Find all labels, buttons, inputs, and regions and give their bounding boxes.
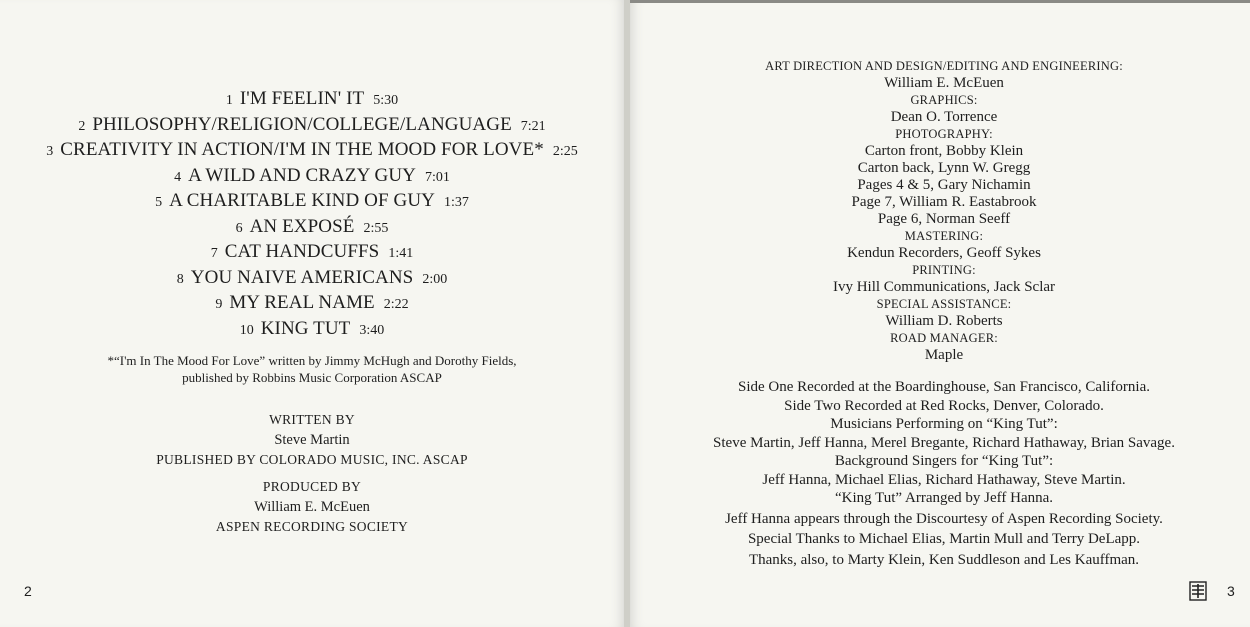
page-top-edge — [630, 0, 1250, 3]
recording-note: Jeff Hanna appears through the Discourtesy of Aspen Recording Society. — [725, 510, 1163, 527]
track-number: 1 — [225, 93, 233, 108]
producer-name: William E. McEuen — [254, 499, 370, 515]
track-duration: 7:21 — [520, 118, 546, 134]
credit-heading: PRINTING: — [912, 263, 976, 277]
track-item — [0, 188, 624, 214]
recording-note: Thanks, also, to Marty Klein, Ken Suddleson and Les Kauffman. — [748, 551, 1140, 568]
credit-value: Pages 4 & 5, Gary Nichamin — [857, 177, 1031, 193]
track-duration: 5:30 — [373, 93, 399, 108]
track-number: 8 — [176, 271, 184, 287]
credit-value: Ivy Hill Communications, Jack Sclar — [832, 279, 1056, 295]
footnote-line: *“I'm In The Mood For Love” written by Jimmy McHugh and Dorothy Fields, — [107, 353, 517, 368]
credit-value: William D. Roberts — [885, 313, 1003, 329]
credit-heading: GRAPHICS: — [910, 93, 978, 107]
credit-value: Kendun Recorders, Geoff Sykes — [847, 245, 1041, 261]
credit-value: Page 6, Norman Seeff — [877, 211, 1011, 227]
track-duration: 2:00 — [422, 271, 448, 287]
credit-value: William E. McEuen — [884, 75, 1004, 91]
track-title: CREATIVITY IN ACTION/I'M IN THE MOOD FOR LOVE* — [60, 139, 544, 160]
recording-note: Jeff Hanna, Michael Elias, Richard Hathaway, Steve Martin. — [762, 471, 1126, 488]
record-label-logo-icon — [1189, 581, 1207, 601]
track-title: KING TUT — [260, 317, 351, 339]
page-number-left: 2 — [24, 583, 32, 599]
footnote-line: published by Robbins Music Corporation ASCAP — [182, 370, 442, 385]
recording-note: Musicians Performing on “King Tut”: — [830, 416, 1058, 432]
track-duration: 2:22 — [383, 297, 409, 312]
track-number: 3 — [46, 144, 54, 159]
track-number: 5 — [155, 195, 163, 210]
credit-heading: PHOTOGRAPHY: — [895, 127, 993, 141]
track-item — [0, 290, 624, 316]
recording-note: Background Singers for “King Tut”: — [834, 453, 1054, 469]
credit-value: Maple — [924, 347, 964, 363]
track-number: 10 — [239, 322, 254, 338]
track-item — [0, 163, 624, 189]
track-item — [0, 265, 624, 291]
track-title: A CHARITABLE KIND OF GUY — [169, 190, 435, 211]
written-by-label: WRITTEN BY — [269, 412, 355, 427]
track-title: MY REAL NAME — [229, 292, 375, 313]
credit-heading: SPECIAL ASSISTANCE: — [876, 297, 1012, 311]
track-duration: 2:55 — [363, 220, 389, 236]
publisher: PUBLISHED BY COLORADO MUSIC, INC. ASCAP — [156, 452, 468, 467]
credit-heading: ROAD MANAGER: — [890, 331, 998, 345]
track-number: 6 — [235, 220, 243, 236]
writer-name: Steve Martin — [274, 432, 350, 448]
track-number: 9 — [215, 297, 223, 312]
track-list — [0, 86, 624, 341]
credit-value: Carton front, Bobby Klein — [864, 143, 1024, 159]
track-duration: 7:01 — [425, 169, 450, 185]
track-item — [0, 239, 624, 265]
recording-note: Special Thanks to Michael Elias, Martin Mull and Terry DeLapp. — [747, 531, 1141, 547]
page-number-right: 3 — [1227, 583, 1235, 599]
track-number: 4 — [174, 169, 182, 185]
track-title: AN EXPOSÉ — [249, 215, 355, 237]
record-label: ASPEN RECORDING SOCIETY — [215, 519, 409, 534]
recording-note: Steve Martin, Jeff Hanna, Merel Bregante, Richard Hathaway, Brian Savage. — [713, 434, 1175, 451]
credit-heading: MASTERING: — [904, 229, 984, 243]
track-title: CAT HANDCUFFS — [224, 241, 380, 262]
credit-value: Page 7, William R. Eastabrook — [851, 194, 1037, 210]
track-item — [0, 86, 624, 112]
recording-note: Side One Recorded at the Boardinghouse, San Francisco, California. — [738, 379, 1150, 395]
produced-by-label: PRODUCED BY — [262, 479, 362, 494]
credit-value: Dean O. Torrence — [890, 109, 998, 125]
track-title: I'M FEELIN' IT — [239, 88, 365, 109]
track-title: PHILOSOPHY/RELIGION/COLLEGE/LANGUAGE — [92, 113, 512, 135]
left-credits — [0, 410, 624, 537]
track-item — [0, 112, 624, 138]
track-duration: 1:37 — [443, 195, 469, 210]
recording-notes — [630, 378, 1250, 569]
track-number: 2 — [78, 118, 86, 134]
track-item — [0, 137, 624, 163]
track-duration: 3:40 — [359, 322, 385, 338]
track-title: YOU NAIVE AMERICANS — [190, 266, 414, 288]
track-duration: 1:41 — [388, 246, 414, 261]
credit-heading: ART DIRECTION AND DESIGN/EDITING AND ENGINEERING: — [765, 59, 1123, 73]
track-item — [0, 214, 624, 240]
track-duration: 2:25 — [552, 144, 578, 159]
recording-note: Side Two Recorded at Red Rocks, Denver, Colorado. — [784, 397, 1104, 414]
right-credits — [630, 58, 1250, 364]
credit-value: Carton back, Lynn W. Gregg — [857, 160, 1031, 176]
recording-note: “King Tut” Arranged by Jeff Hanna. — [834, 490, 1054, 506]
track-title: A WILD AND CRAZY GUY — [188, 164, 416, 186]
track-item — [0, 316, 624, 342]
track-number: 7 — [210, 246, 218, 261]
footnote — [0, 352, 624, 386]
